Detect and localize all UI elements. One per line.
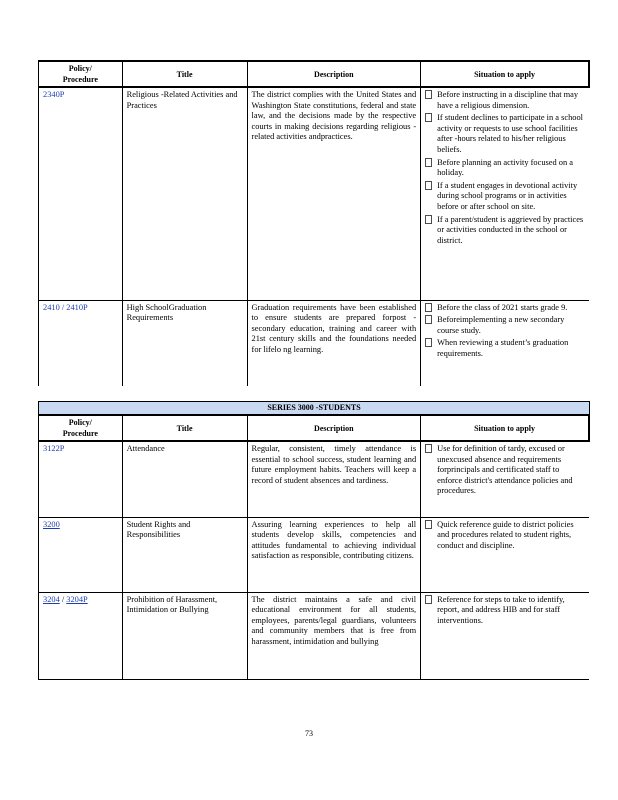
table-row [39, 441, 590, 517]
table-row [39, 300, 590, 386]
policy-table-2000 [38, 60, 590, 386]
header-situation: Situation to apply [421, 415, 589, 441]
missing-glyph-box-icon [425, 338, 433, 347]
missing-glyph-box-icon [425, 444, 433, 453]
policy-description: Regular, consistent, timely attendance is essential to school success, student learning and future employment habits. Teachers will keep a record of student absences and tardiness. [247, 441, 421, 517]
header-description: Description [247, 415, 421, 441]
situation-item: Before planning an activity focused on a holiday. [425, 158, 585, 179]
situation-item: If a student engages in devotional activity during school programs or in activities before or after school on site. [425, 181, 585, 213]
situation-cell [421, 87, 589, 300]
policy-title: Student Rights and Responsibilities [122, 517, 247, 592]
missing-glyph-box-icon [425, 215, 433, 224]
policy-link-3204p[interactable]: 3204P [66, 594, 88, 604]
policy-cell [39, 592, 123, 679]
missing-glyph-box-icon [425, 315, 433, 324]
policy-title: Religious -Related Activities and Practices [122, 87, 247, 300]
situation-list [425, 595, 585, 627]
policy-link-3200[interactable]: 3200 [39, 517, 123, 592]
situation-item: Beforeimplementing a new secondary course study. [425, 315, 585, 336]
header-policy: Policy/ Procedure [39, 61, 123, 87]
situation-item: Before the class of 2021 starts grade 9. [425, 303, 585, 314]
table-header-row [39, 415, 590, 441]
policy-description: The district maintains a safe and civil educational environment for all students, employees, parents/legal guardians, volunteers and community members that is free from harassment, intimidation and bullying [247, 592, 421, 679]
situation-item: Reference for steps to take to identify, report, and address HIB and for staff interventions. [425, 595, 585, 627]
situation-list [425, 90, 585, 246]
policy-link-3122p[interactable]: 3122P [39, 441, 123, 517]
situation-list [425, 520, 585, 552]
situation-item: When reviewing a student’s graduation requirements. [425, 338, 585, 359]
policy-description: Graduation requirements have been established to ensure students are prepared forpost - secondary education, training and career with 21st century skills and the foundations needed for lifelo ng learning. [247, 300, 421, 386]
policy-title: Attendance [122, 441, 247, 517]
policy-title: Prohibition of Harassment, Intimidation or Bullying [122, 592, 247, 679]
policy-table-3000 [38, 414, 590, 680]
missing-glyph-box-icon [425, 303, 433, 312]
missing-glyph-box-icon [425, 90, 433, 99]
table-header-row [39, 61, 590, 87]
missing-glyph-box-icon [425, 181, 433, 190]
situation-list [425, 303, 585, 360]
series-heading: SERIES 3000 -STUDENTS [38, 401, 590, 415]
policy-separator: / [59, 594, 67, 604]
missing-glyph-box-icon [425, 158, 433, 167]
header-policy: Policy/ Procedure [39, 415, 123, 441]
policy-link-2410[interactable]: 2410 / 2410P [39, 300, 123, 386]
missing-glyph-box-icon [425, 595, 433, 604]
header-title: Title [122, 61, 247, 87]
table-row [39, 517, 590, 592]
situation-list [425, 444, 585, 497]
situation-item: If student declines to participate in a school activity or requests to use school facilities after -hours related to his/her religious beliefs. [425, 113, 585, 155]
header-situation: Situation to apply [421, 61, 589, 87]
table-row [39, 592, 590, 679]
situation-cell [421, 517, 589, 592]
policy-title: High SchoolGraduation Requirements [122, 300, 247, 386]
policy-description: Assuring learning experiences to help all students develop skills, competencies and attitudes fundamental to achieving individual satisfaction as responsible, contributing citizens. [247, 517, 421, 592]
missing-glyph-box-icon [425, 113, 433, 122]
situation-cell [421, 592, 589, 679]
header-description: Description [247, 61, 421, 87]
situation-item: Use for definition of tardy, excused or unexcused absence and requirements forprincipals and certificated staff to enforce district's attendance policies and procedures. [425, 444, 585, 497]
policy-link-2340p[interactable]: 2340P [39, 87, 123, 300]
missing-glyph-box-icon [425, 520, 433, 529]
situation-item: Before instructing in a discipline that may have a religious dimension. [425, 90, 585, 111]
header-title: Title [122, 415, 247, 441]
table-row [39, 87, 590, 300]
situation-cell [421, 441, 589, 517]
situation-item: Quick reference guide to district policies and procedures related to student rights, conduct and discipline. [425, 520, 585, 552]
situation-cell [421, 300, 589, 386]
policy-link-3204[interactable]: 3204 [43, 594, 60, 604]
page-number: 73 [305, 729, 313, 738]
situation-item: If a parent/student is aggrieved by practices or activities conducted in the school or district. [425, 215, 585, 247]
policy-description: The district complies with the United States and Washington State constitutions, federal and state law, and the decisions made by the respective courts in making decisions regarding religious - related activities andpractices. [247, 87, 421, 300]
